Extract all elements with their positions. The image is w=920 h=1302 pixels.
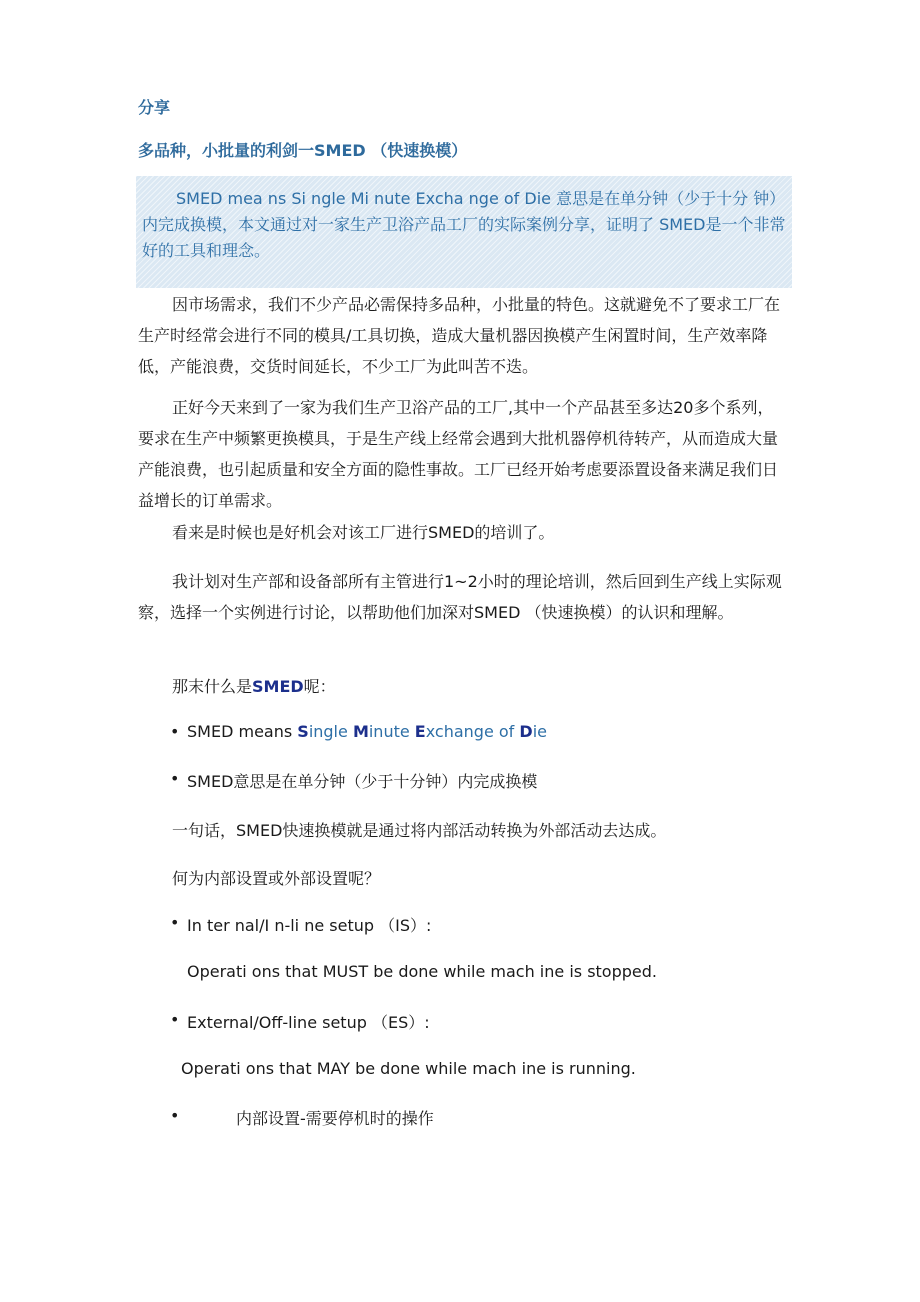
paragraph-training-plan: 我计划对生产部和设备部所有主管进行1~2小时的理论培训，然后回到生产线上实际观察，选择一个实例进行讨论，以帮助他们加深对SMED （快速换模）的认识和理解。 bbox=[138, 572, 782, 622]
bullet-internal-setup-cn: 内部设置-需要停机时的操作 bbox=[236, 1109, 434, 1128]
bullet-external-setup: External/Off-line setup （ES）: bbox=[187, 1013, 430, 1032]
paragraph-market-demand: 因市场需求，我们不少产品必需保持多品种，小批量的特色。这就避免不了要求工厂在生产时经常会进行不同的模具/工具切换，造成大量机器因换模产生闲置时间，生产效率降低，产能浪费，交货时间延长，不少工厂为此叫苦不迭。 bbox=[138, 295, 781, 376]
question-setup-types: 何为内部设置或外部设置呢？ bbox=[172, 869, 381, 888]
paragraph-training-time: 看来是时候也是好机会对该工厂进行SMED的培训了。 bbox=[172, 523, 555, 542]
bullet-icon: • bbox=[170, 913, 180, 932]
bullet-icon: • bbox=[170, 722, 180, 741]
bullet-smed-meaning-cn: SMED意思是在单分钟（少于十分钟）内完成换模 bbox=[187, 772, 538, 791]
bullet-smed-means: SMED means Single Minute Exchange of Die bbox=[187, 722, 547, 741]
bullet-icon: • bbox=[170, 769, 180, 788]
external-setup-description: Operati ons that MAY be done while mach ine is running. bbox=[181, 1059, 636, 1078]
summary-callout bbox=[136, 176, 792, 288]
page-title: 多品种，小批量的利剑一SMED （快速换模） bbox=[138, 141, 468, 160]
bullet-internal-setup: In ter nal/I n-li ne setup （IS）: bbox=[187, 916, 432, 935]
bullet-icon: • bbox=[170, 1106, 180, 1125]
question-what-is-smed: 那末什么是SMED呢： bbox=[172, 677, 336, 696]
summary-sentence: 一句话，SMED快速换模就是通过将内部活动转换为外部活动去达成。 bbox=[172, 821, 667, 840]
paragraph-factory-visit: 正好今天来到了一家为我们生产卫浴产品的工厂,其中一个产品甚至多达20多个系列，要求在生产中频繁更换模具，于是生产线上经常会遇到大批机器停机待转产，从而造成大量产能浪费，也引起质量和安全方面的隐性事故。工厂已经开始考虑要添置设备来满足我们日益增长的订单需求。 bbox=[138, 398, 779, 510]
bullet-icon: • bbox=[170, 1010, 180, 1029]
internal-setup-description: Operati ons that MUST be done while mach ine is stopped. bbox=[187, 962, 657, 981]
share-label: 分享 bbox=[138, 98, 171, 117]
callout-text: SMED mea ns Si ngle Mi nute Excha nge of Die 意思是在单分钟（少于十分 钟）内完成换模，本文通过对一家生产卫浴产品工厂的实际案例分享，证明了 SMED是一个非常好的工具和理念。 bbox=[142, 189, 786, 260]
